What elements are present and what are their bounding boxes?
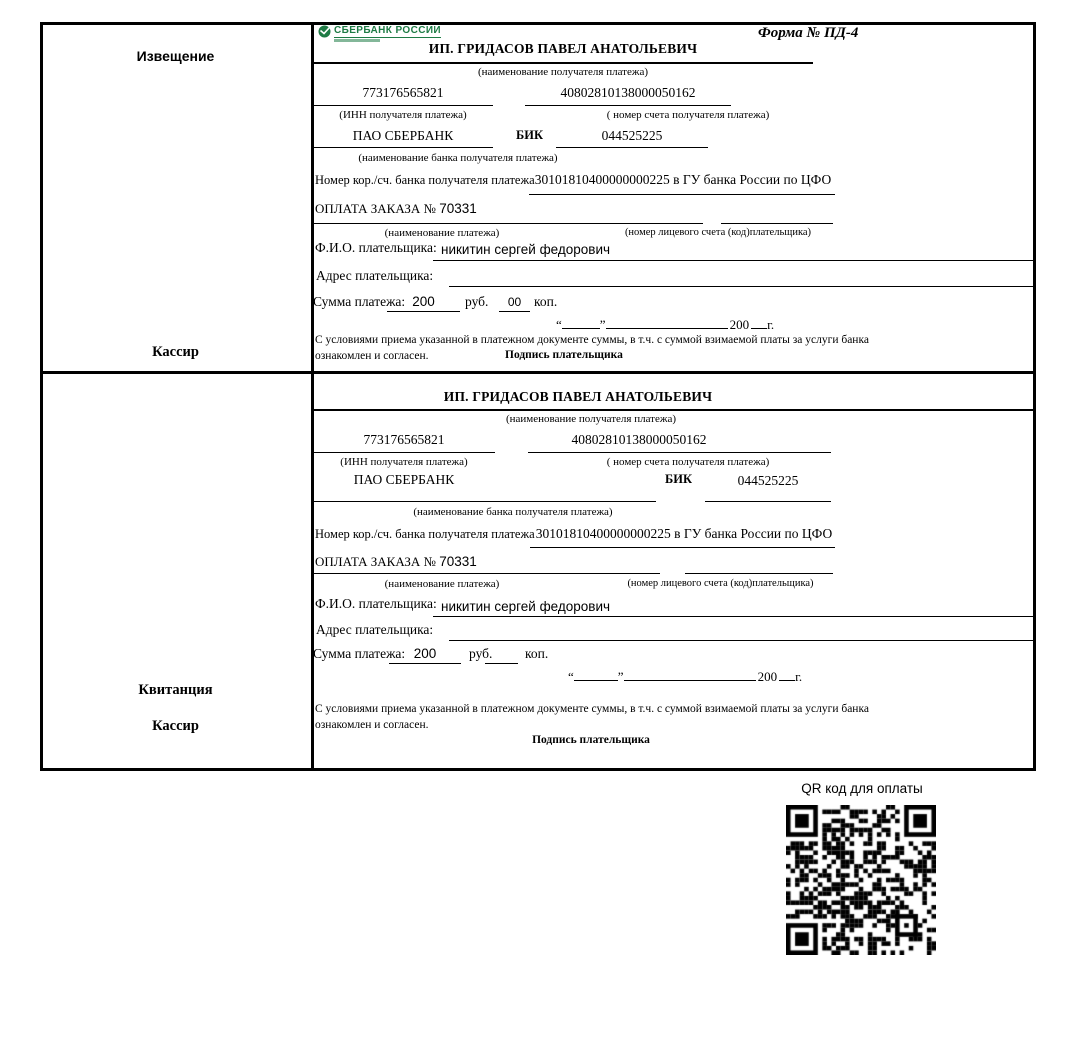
inn-underline: [313, 452, 495, 453]
payment-purpose-label: ОПЛАТА ЗАКАЗА №: [315, 201, 436, 216]
account-value: 40802810138000050162: [571, 432, 707, 447]
signature-label: Подпись плательщика: [532, 734, 650, 746]
form-number: Форма № ПД-4: [758, 25, 859, 41]
recipient-name-underline: [313, 409, 1035, 411]
receipt-left-stub: [40, 375, 311, 768]
bank-name-value: ПАО СБЕРБАНК: [352, 128, 454, 143]
account-caption: ( номер счета получателя платежа): [606, 109, 770, 121]
payment-purpose-label: ОПЛАТА ЗАКАЗА №: [315, 554, 436, 569]
account-value: 40802810138000050162: [560, 85, 696, 100]
account-underline: [528, 452, 831, 453]
year-line: [779, 667, 795, 681]
amount-kop-value: 00: [507, 295, 522, 309]
date-row: [568, 667, 802, 685]
corr-account-label: Номер кор./сч. банка получателя платежа: [315, 173, 535, 187]
agreement-line2: ознакомлен и согласен.: [315, 350, 429, 362]
quote-open: “: [568, 669, 574, 684]
order-number: 70331: [439, 554, 477, 569]
order-number: 70331: [439, 201, 477, 216]
form-horizontal-divider: [40, 371, 1036, 374]
amount-kop-underline: [485, 663, 518, 664]
receipt-title: Квитанция: [138, 682, 213, 698]
bik-underline: [556, 147, 708, 148]
payer-address-underline: [449, 286, 1035, 287]
signature-label: Подпись плательщика: [505, 349, 623, 361]
corr-account-underline: [529, 194, 835, 195]
amount-rub-underline: [387, 311, 460, 312]
amount-kop-underline: [499, 311, 530, 312]
account-underline: [525, 105, 731, 106]
notice-title: Извещение: [136, 48, 215, 64]
payer-address-underline: [449, 640, 1035, 641]
year-prefix: 200: [757, 669, 778, 684]
payer-name-label: Ф.И.О. плательщика:: [315, 596, 437, 611]
payer-code-underline: [721, 223, 833, 224]
kop-label: коп.: [534, 294, 558, 309]
date-month-line: [624, 667, 756, 681]
corr-account-value: 30101810400000000225 в ГУ банка России по ЦФО: [534, 172, 832, 187]
inn-value: 773176565821: [362, 85, 444, 100]
recipient-name: ИП. ГРИДАСОВ ПАВЕЛ АНАТОЛЬЕВИЧ: [443, 389, 713, 404]
year-line: [751, 315, 767, 329]
bik-underline: [705, 501, 831, 502]
bank-name-value: ПАО СБЕРБАНК: [353, 472, 455, 487]
payer-code-caption: (номер лицевого счета (код)плательщика): [627, 578, 814, 589]
bank-name-underline: [313, 501, 656, 502]
inn-caption: (ИНН получателя платежа): [339, 109, 467, 121]
date-month-line: [606, 315, 728, 329]
quote-open: “: [556, 317, 562, 332]
sberbank-logo-icon: [318, 25, 331, 38]
purpose-underline: [313, 223, 703, 224]
payment-purpose: [315, 554, 477, 570]
sberbank-logo-text-block: [334, 25, 441, 42]
rub-label: руб.: [465, 294, 489, 309]
payer-address-label: Адрес плательщика:: [316, 622, 434, 637]
amount-rub-value: 200: [412, 294, 435, 309]
amount-label: Сумма платежа:: [313, 646, 406, 661]
payer-name-underline: [433, 260, 1035, 261]
receipt-section: [313, 375, 1035, 768]
kop-label: коп.: [525, 646, 549, 661]
purpose-underline: [313, 573, 660, 574]
amount-label: Сумма платежа:: [313, 294, 406, 309]
payer-code-caption: (номер лицевого счета (код)плательщика): [624, 227, 812, 238]
notice-section: [313, 22, 1035, 371]
rub-label: руб.: [469, 646, 493, 661]
recipient-name-caption: (наименование получателя платежа): [505, 413, 677, 425]
recipient-name: ИП. ГРИДАСОВ ПАВЕЛ АНАТОЛЬЕВИЧ: [428, 41, 698, 56]
agreement-line2: ознакомлен и согласен.: [315, 719, 429, 731]
payer-name-value: никитин сергей федорович: [441, 242, 611, 257]
quote-close: ”: [617, 669, 624, 684]
qr-caption: QR код для оплаты: [801, 781, 923, 796]
payer-code-underline: [685, 573, 833, 574]
bik-value: 044525225: [737, 473, 799, 488]
date-day-line: [574, 667, 618, 681]
recipient-name-underline: [313, 62, 813, 64]
purpose-caption: (наименование платежа): [384, 227, 500, 239]
date-day-line: [562, 315, 600, 329]
inn-underline: [313, 105, 493, 106]
corr-account-label: Номер кор./сч. банка получателя платежа: [315, 527, 535, 541]
sberbank-logo: [318, 25, 441, 42]
notice-left-stub: [40, 22, 311, 371]
inn-caption: (ИНН получателя платежа): [340, 456, 468, 468]
receipt-cashier-label: Кассир: [152, 718, 199, 734]
account-caption: ( номер счета получателя платежа): [606, 456, 770, 468]
corr-account-value: 30101810400000000225 в ГУ банка России по ЦФО: [535, 526, 833, 541]
payer-address-label: Адрес плательщика:: [316, 268, 434, 283]
bik-value: 044525225: [601, 128, 663, 143]
amount-rub-value: 200: [413, 646, 437, 661]
year-prefix: 200: [729, 317, 750, 332]
date-row: [556, 315, 774, 333]
amount-rub-underline: [389, 663, 461, 664]
corr-account-underline: [530, 547, 835, 548]
purpose-caption: (наименование платежа): [384, 578, 500, 590]
payment-purpose: [315, 201, 477, 217]
qr-code: [786, 805, 936, 955]
bank-name-underline: [313, 147, 493, 148]
recipient-name-caption: (наименование получателя платежа): [477, 66, 649, 78]
payer-name-underline: [433, 616, 1035, 617]
agreement-line1: С условиями приема указанной в платежном документе суммы, в т.ч. с суммой взимаемой платы за услуги банка: [315, 703, 869, 715]
agreement-line1: С условиями приема указанной в платежном документе суммы, в т.ч. с суммой взимаемой платы за услуги банка: [315, 334, 869, 346]
payer-name-label: Ф.И.О. плательщика:: [315, 240, 437, 255]
year-suffix: г.: [795, 669, 803, 684]
quote-close: ”: [599, 317, 606, 332]
bik-label: БИК: [665, 472, 693, 486]
payer-name-value: никитин сергей федорович: [441, 599, 611, 614]
year-suffix: г.: [767, 317, 775, 332]
bank-name-caption: (наименование банка получателя платежа): [358, 152, 558, 164]
notice-cashier-label: Кассир: [152, 344, 199, 360]
bik-label: БИК: [516, 128, 544, 142]
bank-name-caption: (наименование банка получателя платежа): [413, 506, 613, 518]
inn-value: 773176565821: [363, 432, 445, 447]
sberbank-logo-text: СБЕРБАНК РОССИИ: [334, 25, 442, 36]
